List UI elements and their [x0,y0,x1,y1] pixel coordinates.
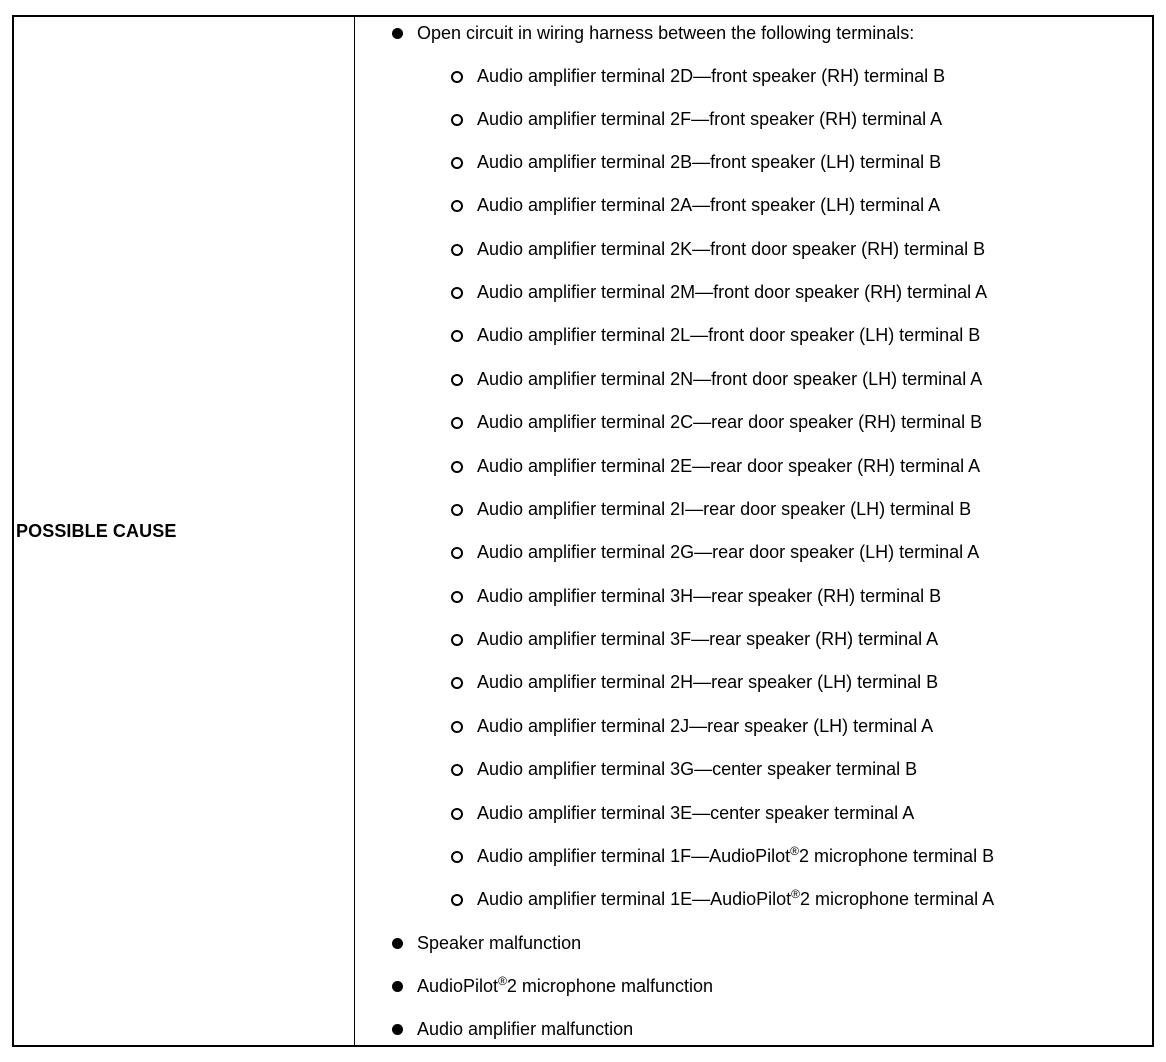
sub-bullet-icon [451,330,463,342]
sub-bullet-icon [451,764,463,776]
terminal-item: Audio amplifier terminal 2D—front speaker (RH) terminal B [477,66,946,86]
terminal-item: Audio amplifier terminal 2K—front door speaker (RH) terminal B [477,239,986,259]
cause-speaker-malfunction: Speaker malfunction [417,933,582,953]
bullet-icon [392,28,403,39]
sub-bullet-icon [451,200,463,212]
sub-bullet-icon [451,71,463,83]
terminal-item: Audio amplifier terminal 2G—rear door speaker (LH) terminal A [477,542,980,562]
bullet-icon [392,938,403,949]
terminal-item: Audio amplifier terminal 2I—rear door speaker (LH) terminal B [477,499,972,519]
sub-bullet-icon [451,547,463,559]
sub-bullet-icon [451,721,463,733]
terminal-item: Audio amplifier terminal 2B—front speaker (LH) terminal B [477,152,942,172]
sub-bullet-icon [451,851,463,863]
terminal-item: Audio amplifier terminal 2C—rear door speaker (RH) terminal B [477,412,983,432]
terminal-item: Audio amplifier terminal 2J—rear speaker (LH) terminal A [477,716,934,736]
registered-mark: ® [498,974,507,988]
terminal-item-mic-a: Audio amplifier terminal 1E—AudioPilot®2 microphone terminal A [477,887,995,909]
sub-bullet-icon [451,461,463,473]
terminal-item: Audio amplifier terminal 2H—rear speaker (LH) terminal B [477,672,939,692]
cause-open-circuit: Open circuit in wiring harness between the following terminals: [417,23,915,43]
row-label-possible-cause: POSSIBLE CAUSE [16,521,177,541]
terminal-item: Audio amplifier terminal 3F—rear speaker (RH) terminal A [477,629,939,649]
cause-mic-malfunction: AudioPilot®2 microphone malfunction [417,974,714,996]
sub-bullet-icon [451,287,463,299]
sub-bullet-icon [451,114,463,126]
registered-mark: ® [790,844,799,858]
bullet-icon [392,981,403,992]
terminal-item: Audio amplifier terminal 2M—front door speaker (RH) terminal A [477,282,988,302]
sub-bullet-icon [451,677,463,689]
terminal-item: Audio amplifier terminal 2E—rear door speaker (RH) terminal A [477,456,981,476]
sub-bullet-icon [451,591,463,603]
sub-bullet-icon [451,244,463,256]
terminal-item: Audio amplifier terminal 2L—front door speaker (LH) terminal B [477,325,981,345]
bullet-icon [392,1024,403,1035]
column-divider [354,17,355,1045]
sub-bullet-icon [451,894,463,906]
terminal-item-mic-b: Audio amplifier terminal 1F—AudioPilot®2 microphone terminal B [477,844,995,866]
terminal-item: Audio amplifier terminal 2F—front speaker (RH) terminal A [477,109,943,129]
sub-bullet-icon [451,157,463,169]
cause-amp-malfunction: Audio amplifier malfunction [417,1019,634,1039]
registered-mark: ® [791,887,800,901]
sub-bullet-icon [451,417,463,429]
terminal-item: Audio amplifier terminal 2A—front speaker (LH) terminal A [477,195,941,215]
sub-bullet-icon [451,808,463,820]
sub-bullet-icon [451,504,463,516]
terminal-item: Audio amplifier terminal 3H—rear speaker (RH) terminal B [477,586,942,606]
terminal-item: Audio amplifier terminal 3G—center speaker terminal B [477,759,918,779]
sub-bullet-icon [451,634,463,646]
terminal-item: Audio amplifier terminal 3E—center speaker terminal A [477,803,915,823]
terminal-item: Audio amplifier terminal 2N—front door speaker (LH) terminal A [477,369,983,389]
sub-bullet-icon [451,374,463,386]
